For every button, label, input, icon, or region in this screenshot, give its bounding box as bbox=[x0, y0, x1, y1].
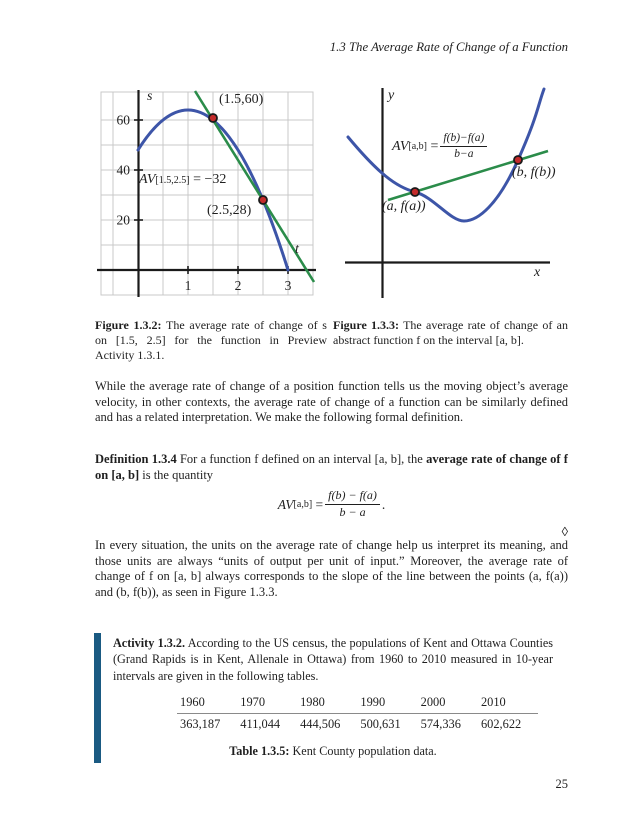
population-cell: 444,506 bbox=[300, 716, 341, 731]
right-graph-axes bbox=[345, 88, 550, 298]
left-graph-svg bbox=[93, 88, 319, 302]
year-cell: 1980 bbox=[297, 695, 357, 714]
x-tick-3: 3 bbox=[284, 278, 292, 293]
x-tick-1: 1 bbox=[184, 278, 192, 293]
point-a bbox=[411, 188, 419, 196]
caption-text: The average rate of change of s on [1.5, 2.5] for the function in Preview Activity 1.3.1. bbox=[95, 318, 327, 363]
figure-1-3-2-graph bbox=[93, 88, 319, 302]
av-subscript: [1.5,2.5] bbox=[155, 174, 190, 186]
activity-text bbox=[113, 635, 553, 684]
formula-numerator: f(b) − f(a) bbox=[325, 489, 380, 505]
population-cell: 574,336 bbox=[420, 716, 461, 731]
year-cell: 1990 bbox=[357, 695, 417, 714]
fraction-denominator: b−a bbox=[454, 148, 474, 161]
body-paragraph-1: While the average rate of change of a position function tells us the moving object’s average velocity, in other contexts, the average rate of change of a function can be similarly defined and has a related interpretation. We make the following formal definition. bbox=[95, 379, 568, 425]
year-cell: 1970 bbox=[237, 695, 297, 714]
point-b bbox=[514, 156, 522, 164]
av-formula-annotation bbox=[392, 132, 489, 161]
activity-label: Activity 1.3.2. bbox=[113, 636, 186, 650]
year-cell: 2000 bbox=[418, 695, 478, 714]
caption-label: Figure 1.3.2: bbox=[95, 318, 162, 332]
point-a-label: (a, f(a)) bbox=[382, 199, 426, 214]
caption-label: Figure 1.3.3: bbox=[333, 318, 400, 332]
right-x-axis-label: x bbox=[534, 265, 541, 280]
population-table bbox=[177, 695, 538, 732]
y-tick-60: 60 bbox=[116, 112, 130, 128]
av-value: = −32 bbox=[193, 172, 227, 187]
year-cell: 1960 bbox=[177, 695, 237, 714]
av-subscript: [a,b] bbox=[408, 141, 428, 153]
table-caption-text: Kent County population data. bbox=[289, 743, 437, 758]
caption-text: The average rate of change of an abstract function f on the interval [a, b]. bbox=[333, 318, 568, 348]
section-running-header: 1.3 The Average Rate of Change of a Function bbox=[329, 40, 568, 54]
definition-1-3-4 bbox=[95, 452, 568, 539]
definition-text bbox=[95, 452, 568, 483]
definition-formula bbox=[95, 489, 568, 520]
y-tick-40: 40 bbox=[116, 162, 130, 178]
figure-1-3-3-caption bbox=[333, 318, 568, 348]
table-1-3-5-caption bbox=[113, 744, 553, 759]
year-cell: 2010 bbox=[478, 695, 538, 714]
av-fraction bbox=[440, 132, 487, 161]
av-base: AV bbox=[392, 138, 409, 154]
formula-fraction bbox=[325, 489, 380, 520]
figure-1-3-2-caption bbox=[95, 318, 327, 364]
equals-sign: = bbox=[430, 138, 439, 154]
population-cell: 411,044 bbox=[240, 716, 281, 731]
formula-lhs: AV bbox=[277, 496, 294, 512]
body-paragraph-2: In every situation, the units on the average rate of change help us interpret its meaning, and those units are always “units of output per unit of input.” Moreover, the average rate of change of f on [a, b] always corresponds to the slope of the line between the points (a, f(a)) and (b, f(b)), as seen in Figure 1.3.3. bbox=[95, 538, 568, 599]
definition-label: Definition 1.3.4 bbox=[95, 452, 177, 466]
left-x-axis-label: t bbox=[295, 242, 299, 257]
fraction-numerator: f(b)−f(a) bbox=[440, 132, 487, 147]
population-cell: 363,187 bbox=[180, 716, 221, 731]
definition-text-after: is the quantity bbox=[139, 467, 214, 482]
table-year-row bbox=[177, 695, 538, 714]
formula-period: . bbox=[381, 496, 386, 512]
activity-body-text: According to the US census, the populations of Kent and Ottawa Counties (Grand Rapids is in Kent, Allenale in Ottawa) from 1960 to 2010 measured in 10-year intervals are given in the following tables. bbox=[113, 636, 553, 683]
left-graph-grid bbox=[101, 92, 313, 295]
point-b-label: (b, f(b)) bbox=[512, 165, 556, 180]
table-caption-label: Table 1.3.5: bbox=[229, 743, 290, 758]
point-1-5-60 bbox=[209, 114, 217, 122]
definition-end-diamond: ◊ bbox=[561, 523, 568, 539]
x-tick-2: 2 bbox=[234, 278, 242, 293]
definition-bold-term: average rate of change of f on [a, b] bbox=[95, 452, 568, 482]
table-value-row bbox=[177, 713, 538, 732]
activity-1-3-2-box bbox=[94, 633, 553, 763]
formula-subscript: [a,b] bbox=[293, 498, 313, 510]
population-cell: 500,631 bbox=[360, 716, 401, 731]
figure-1-3-3-graph bbox=[338, 85, 568, 300]
formula-denominator: b − a bbox=[339, 504, 366, 519]
point-2-label: (2.5,28) bbox=[207, 203, 252, 218]
right-y-axis-label: y bbox=[388, 88, 395, 103]
formula-equals: = bbox=[315, 496, 324, 512]
y-tick-20: 20 bbox=[116, 212, 130, 228]
av-annotation bbox=[139, 172, 226, 188]
left-y-axis-label: s bbox=[147, 89, 153, 104]
point-1-label: (1.5,60) bbox=[219, 92, 264, 107]
page-number: 25 bbox=[555, 777, 568, 791]
point-2-5-28 bbox=[259, 196, 267, 204]
definition-text-before: For a function f defined on an interval [a, b], the bbox=[176, 452, 427, 466]
av-base: AV bbox=[139, 172, 156, 187]
population-cell: 602,622 bbox=[480, 716, 522, 731]
